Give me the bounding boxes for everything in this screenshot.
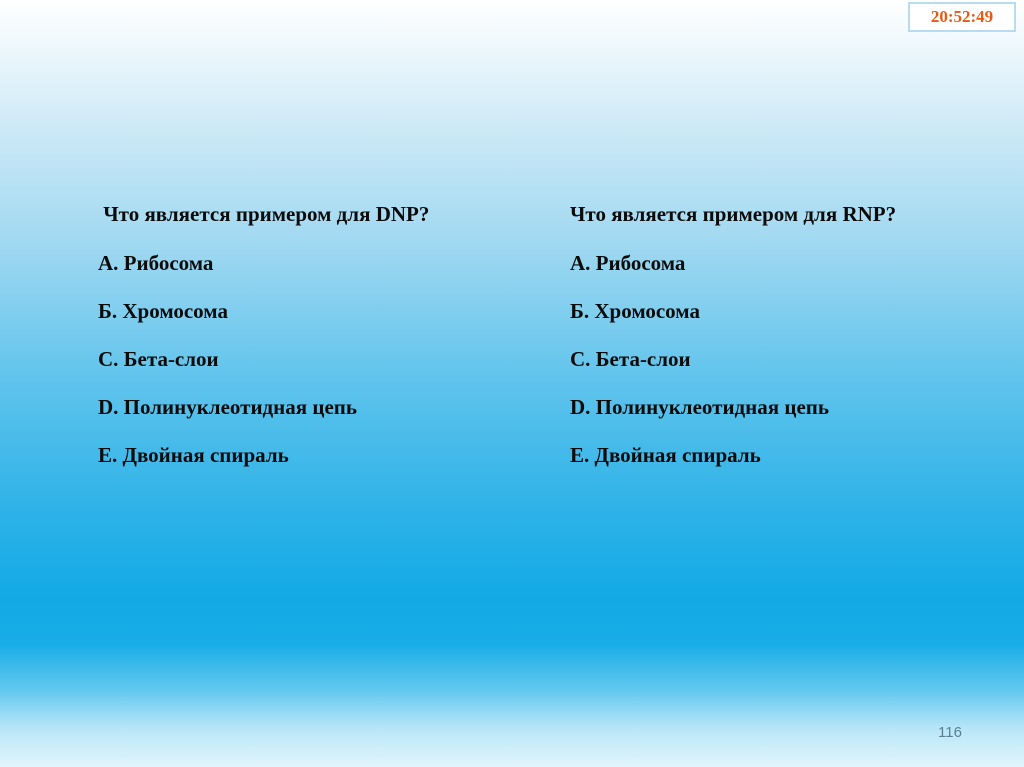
answer-option-b: Б. Хромосома [570,299,700,323]
answer-option-d: D. Полинуклеотидная цепь [98,395,358,419]
answer-option-b: Б. Хромосома [98,299,228,323]
answer-option-a: А. Рибосома [98,251,214,275]
answer-option-e: Е. Двойная спираль [98,443,289,467]
answer-option-d: D. Полинуклеотидная цепь [570,395,830,419]
answer-option-c: С. Бета-слои [570,347,691,371]
question-text: Что является примером для DNP? [98,202,430,226]
answer-option-e: Е. Двойная спираль [570,443,761,467]
clock-display: 20:52:49 [908,2,1016,32]
question-text: Что является примером для RNP? [570,202,897,226]
answer-option-c: С. Бета-слои [98,347,219,371]
question-block-rnp [570,200,965,490]
answer-option-a: А. Рибосома [570,251,686,275]
page-number: 116 [938,724,962,741]
question-block-dnp [98,200,493,490]
